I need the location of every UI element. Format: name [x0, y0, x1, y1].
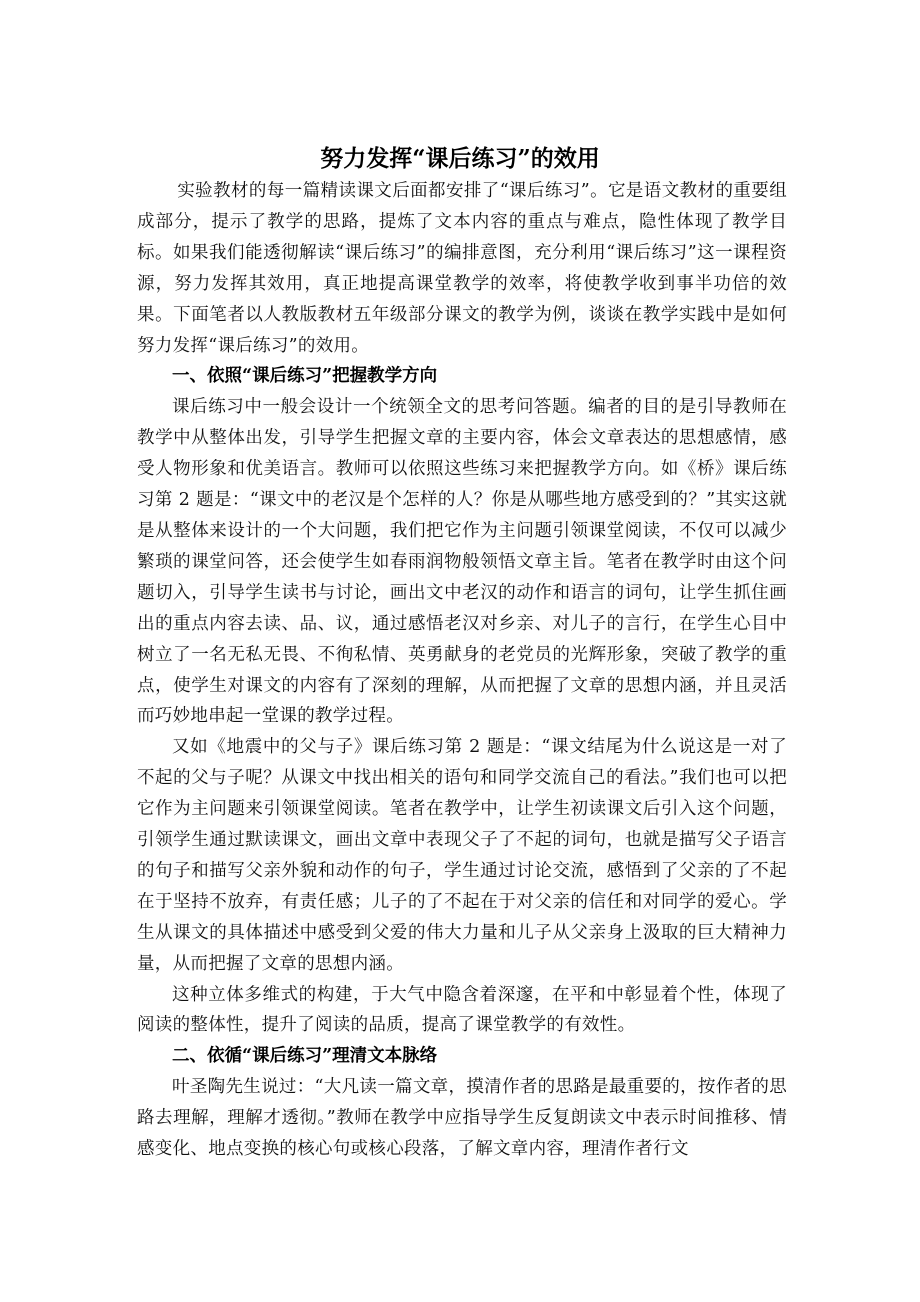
section-1-heading: 一、依照“课后练习”把握教学方向 [172, 366, 438, 387]
section-1-paragraph-3: 这种立体多维式的构建，于大气中隐含着深邃，在平和中彰显着个性，体现了阅读的整体性，提升了阅读的品质，提高了课堂教学的有效性。 [137, 984, 787, 1036]
section-1-paragraph-1: 课后练习中一般会设计一个统领全文的思考问答题。编者的目的是引导教师在教学中从整体出发，引导学生把握文章的主要内容，体会文章表达的思想感情，感受人物形象和优美语言。教师可以依照这些练习来把握教学方向。如《桥》课后练习第 2 题是：“课文中的老汉是个怎样的人？你是从哪些地方感受到的？”其实这就是从整体来设计的一个大问题，我们把它作为主问题引领课堂阅读，不仅可以减少繁琐的课堂问答，还会使学生如春雨润物般领悟文章主旨。笔者在教学时由这个问题切入，引导学生读书与讨论，画出文中老汉的动作和语言的词句，让学生抓住画出的重点内容去读、品、议，通过感悟老汉对乡亲、对儿子的言行，在学生心目中树立了一名无私无畏、不徇私情、英勇献身的老党员的光辉形象，突破了教学的重点，使学生对课文的内容有了深刻的理解，从而把握了文章的思想内涵，并且灵活而巧妙地串起一堂课的教学过程。 [137, 397, 787, 727]
intro-paragraph: 实验教材的每一篇精读课文后面都安排了“课后练习”。它是语文教材的重要组成部分，提示了教学的思路，提炼了文本内容的重点与难点，隐性体现了教学目标。如果我们能透彻解读“课后练习”的编排意图，充分利用“课后练习”这一课程资源，努力发挥其效用，真正地提高课堂教学的效率，将使教学收到事半功倍的效果。下面笔者以人教版教材五年级部分课文的教学为例，谈谈在教学实践中是如何努力发挥“课后练习”的效用。 [137, 181, 787, 356]
document-title: 努力发挥“课后练习”的效用 [320, 145, 600, 172]
document-body [137, 176, 787, 1165]
section-1-paragraph-2: 又如《地震中的父与子》课后练习第 2 题是：“课文结尾为什么说这是一对了不起的父与子呢？从课文中找出相关的语句和同学交流自己的看法。”我们也可以把它作为主问题来引领课堂阅读。笔者在教学中，让学生初读课文后引入这个问题，引领学生通过默读课文，画出文章中表现父子了不起的词句，也就是描写父子语言的句子和描写父亲外貌和动作的句子，学生通过讨论交流，感悟到了父亲的了不起在于坚持不放弃，有责任感；儿子的了不起在于对父亲的信任和对同学的爱心。学生从课文的具体描述中感受到父爱的伟大力量和儿子从父亲身上汲取的巨大精神力量，从而把握了文章的思想内涵。 [137, 737, 787, 974]
section-2-heading: 二、依循“课后练习”理清文本脉络 [172, 1046, 438, 1067]
section-2-paragraph-1: 叶圣陶先生说过：“大凡读一篇文章，摸清作者的思路是最重要的，按作者的思路去理解，理解才透彻。”教师在教学中应指导学生反复朗读文中表示时间推移、情感变化、地点变换的核心句或核心段落，了解文章内容，理清作者行文 [137, 1077, 787, 1160]
